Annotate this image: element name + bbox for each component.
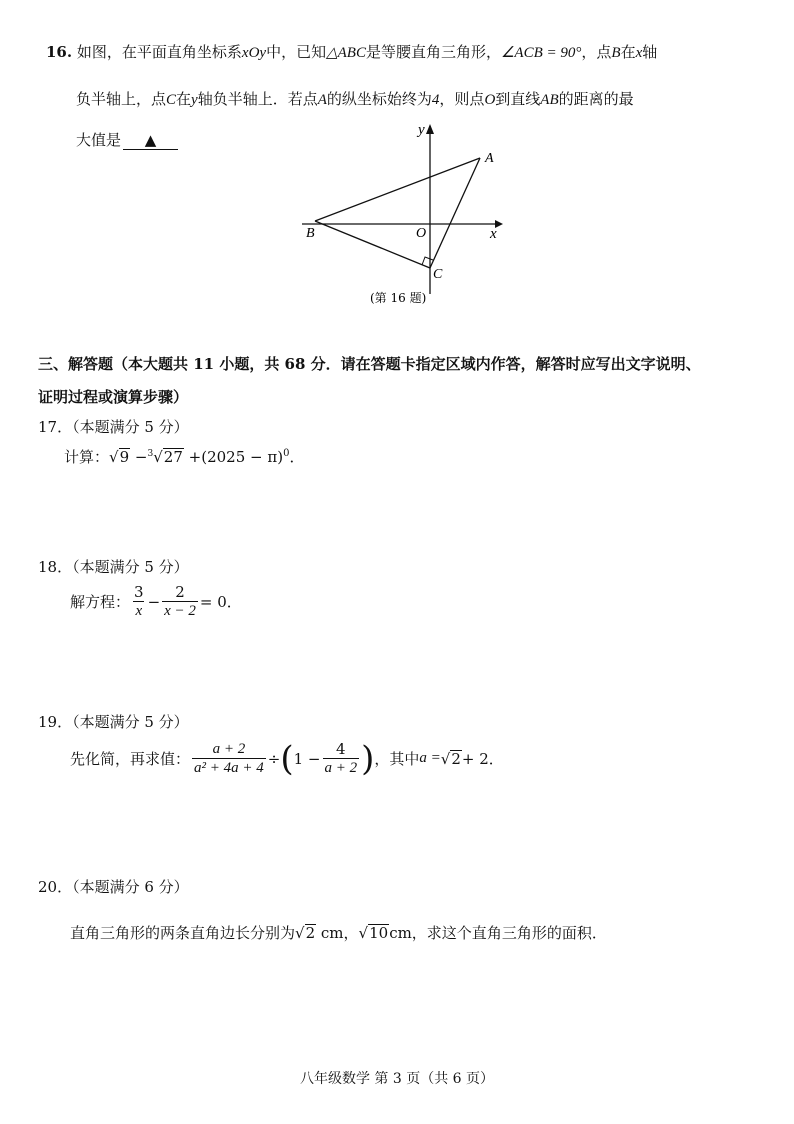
label-a: A xyxy=(485,151,494,166)
q16-line2: 负半轴上，点C在y轴负半轴上．若点A的纵坐标始终为4，则点O到直线AB的距离的最 xyxy=(76,90,634,108)
q17-expression: 计算：$√9 -^3√27 +(2025 - \pi)^0$． xyxy=(64,448,305,466)
q18-header: 18．（本题满分 5 分） xyxy=(38,558,189,576)
label-c: C xyxy=(433,267,443,282)
fraction: $\frac{2}{x - 2}$ xyxy=(164,583,196,619)
answer-blank: ▲ xyxy=(123,131,178,150)
q18-equation: 解方程： $\frac{3}{x}$ − $\frac{2}{x - 2}$ = 0． xyxy=(70,583,242,619)
fraction: $\frac{3}{x}$ xyxy=(134,583,144,619)
section3-line2: 证明过程或演算步骤） xyxy=(38,388,189,406)
fraction: $\frac{a + 2}{\text{a² + 4a + 4}}$ xyxy=(194,741,264,776)
q17-header: 17．（本题满分 5 分） xyxy=(38,418,189,436)
q16-number: 16. xyxy=(46,43,73,61)
section3-line1: 三、解答题（本大题共 11 小题，共 68 分．请在答题卡指定区域内作答，解答时应写出文字说明、 xyxy=(38,355,701,373)
q19-header: 19．（本题满分 5 分） xyxy=(38,713,189,731)
q16-line3: 大值是 ▲ xyxy=(76,129,178,150)
label-y: y xyxy=(418,122,425,138)
q20-text: 直角三角形的两条直角边长分别为√2 cm，√10cm，求这个直角三角形的面积． xyxy=(70,924,607,942)
label-b: B xyxy=(306,226,315,241)
y-axis-arrow xyxy=(426,124,434,134)
segment-bc xyxy=(315,221,430,268)
q19-expression: 先化简，再求值： $\frac{a + 2}{\text{a² + 4a + 4}}$ ÷ ( 1 − $\frac{4}{a + 2}$ ) ，其中 a = √ 2 + 2． xyxy=(70,738,504,779)
q20-header: 20．（本题满分 6 分） xyxy=(38,878,189,896)
q16-figure xyxy=(300,116,510,306)
label-x: x xyxy=(490,226,497,242)
fraction: $\frac{4}{a + 2}$ xyxy=(324,740,358,776)
q16-line1: 16. 如图，在平面直角坐标系xOy中，已知△ABC是等腰直角三角形，∠ACB = 90°，点B在x轴 xyxy=(46,43,658,61)
page-footer: 八年级数学 第 3 页（共 6 页） xyxy=(299,1071,495,1087)
figure-caption: (第 16 题) xyxy=(370,291,427,305)
label-o: O xyxy=(416,226,427,241)
